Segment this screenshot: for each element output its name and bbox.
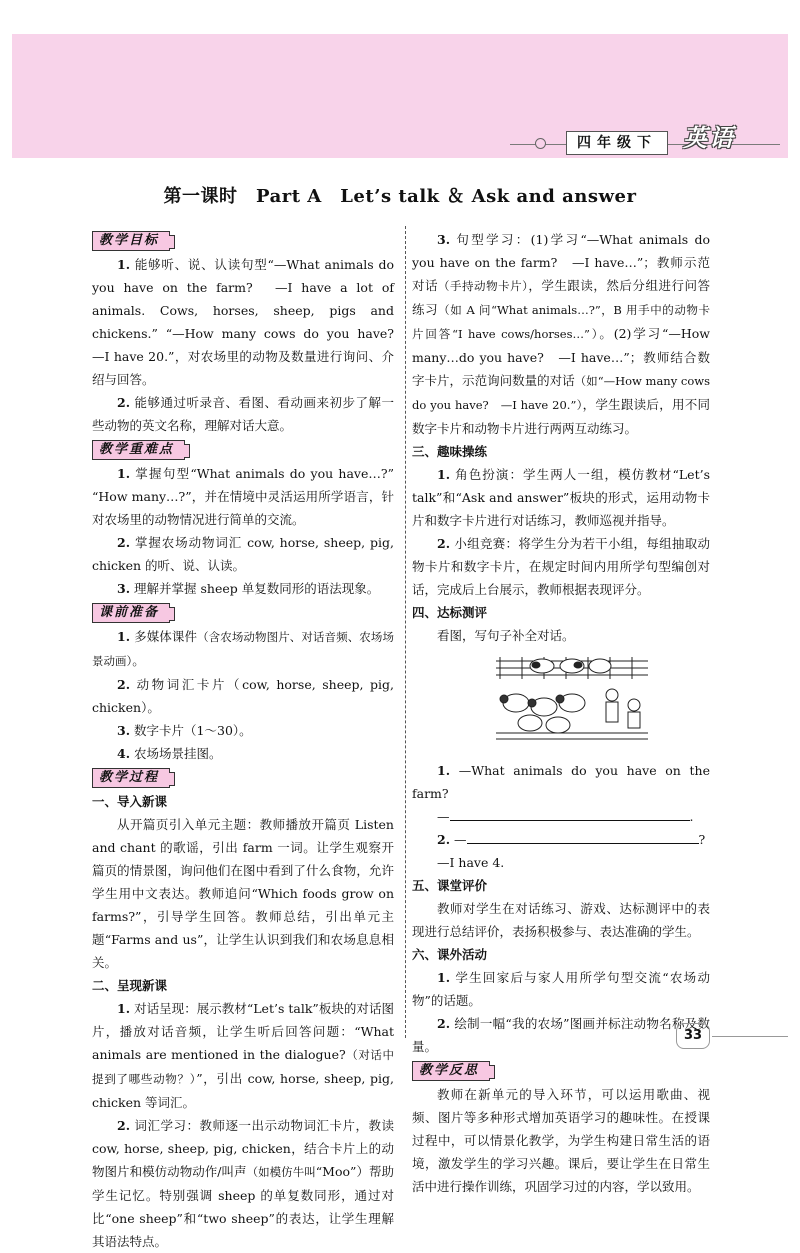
activity-2 xyxy=(412,1012,710,1058)
practice-1 xyxy=(412,463,710,532)
prep-2 xyxy=(92,673,394,719)
activity-1-text: 学生回家后与家人用所学句型交流“农场动物”的话题。 xyxy=(412,970,710,1008)
activity-2-number: 2. xyxy=(437,1016,451,1031)
key-point-1-text: 掌握句型“What animals do you have…?” “How many…?”，并在情境中灵活运用所学语言，针对农场里的动物情况进行简单的交流。 xyxy=(92,466,394,527)
prep-1-note: （含农场动物图片、对话音频、农场场景动画） xyxy=(92,630,394,668)
key-point-2 xyxy=(92,531,394,577)
activity-1-number: 1. xyxy=(437,970,451,985)
step-1-note: （对话中提到了哪些动物？） xyxy=(92,1048,395,1086)
section-tag-goals: 教学目标 xyxy=(92,231,170,251)
prep-2-text: 动物词汇卡片（cow, horse, sheep, pig, chicken）。 xyxy=(92,677,394,715)
practice-1-text: 角色扮演：学生两人一组，模仿教材“Let’s talk”和“Ask and answer”板块的形式，运用动物卡片和数字卡片进行对话练习，教师巡视并指导。 xyxy=(412,467,710,528)
step-1-number: 1. xyxy=(117,1001,131,1016)
question-2-prefix: — xyxy=(454,832,467,847)
question-2-number: 2. xyxy=(437,832,451,847)
practice-2-number: 2. xyxy=(437,536,451,551)
prep-1-end: 。 xyxy=(132,653,145,668)
step-2-text: 词汇学习：教师逐一出示动物词汇卡片，教读 cow, horse, sheep, pig, chicken，结合卡片上的动物图片和模仿动物动作/叫声 xyxy=(92,1118,394,1179)
section-heading-intro: 一、导入新课 xyxy=(92,794,168,809)
activity-2-text: 绘制一幅“我的农场”图画并标注动物名称及数量。 xyxy=(412,1016,710,1054)
section-tag-reflection: 教学反思 xyxy=(412,1061,490,1081)
prep-3-number: 3. xyxy=(117,723,131,738)
step-2-number: 2. xyxy=(117,1118,131,1133)
step-3-text-a: 句型学习：(1)学习“—What animals do you have on the farm? —I have…”；教师示范对话 xyxy=(412,232,710,293)
practice-1-number: 1. xyxy=(437,467,451,482)
children-figures xyxy=(606,689,640,728)
step-3-note-a: （手持动物卡片） xyxy=(438,279,529,293)
activity-1 xyxy=(412,966,710,1012)
new-lesson-step-1 xyxy=(92,997,394,1114)
prep-1-text: 多媒体课件 xyxy=(134,629,198,644)
prep-2-number: 2. xyxy=(117,677,131,692)
goal-1-number: 1. xyxy=(117,257,131,272)
reflection-paragraph: 教师在新单元的导入环节，可以运用歌曲、视频、图片等多种形式增加英语学习的趣味性。在授课过程中，可以情景化教学，为学生构建日常生活的语境，激发学生的学习兴趣。课后，要让学生在日常生活中进行操作训练，巩固学习过的内容，学以致用。 xyxy=(412,1087,710,1194)
prep-4 xyxy=(92,742,394,765)
key-point-3-text: 理解并掌握 sheep 单复数同形的语法现象。 xyxy=(134,581,380,596)
key-point-3-number: 3. xyxy=(117,581,131,596)
step-3-text-b: ，学生跟读，然后分组进行问答练习 xyxy=(412,278,710,317)
question-2 xyxy=(412,828,710,851)
practice-2-text: 小组竞赛：将学生分为若干小组，每组抽取动物卡片和数字卡片，在规定时间内用所学句型编创对话，完成后上台展示，教师根据表现评分。 xyxy=(412,536,710,597)
step-3-note-b: （如 A 问“What animals…?”，B 用手中的动物卡片回答“I have cows/horses…”） xyxy=(412,303,710,341)
answer-1-end: . xyxy=(689,809,694,824)
page-number-rule xyxy=(712,1036,788,1037)
question-1-text: —What animals do you have on the farm? xyxy=(412,763,710,801)
key-point-3 xyxy=(92,577,394,600)
prep-3-text: 数字卡片（1～30）。 xyxy=(134,723,252,738)
key-point-1-number: 1. xyxy=(117,466,131,481)
farm-illustration xyxy=(492,651,652,746)
step-3-text-d: ，学生跟读后，用不同数字卡片和动物卡片进行两两互动练习。 xyxy=(412,397,710,436)
sheep-figures xyxy=(500,694,585,733)
header-dot-ornament xyxy=(535,138,546,149)
goal-2-text: 能够通过听录音、看图、看动画来初步了解一些动物的英文名称，理解对话大意。 xyxy=(92,395,394,433)
section-heading-test: 四、达标测评 xyxy=(412,605,488,620)
step-3-text-c: 。(2)学习“—How many…do you have? —I have…”；教师结合数字卡片，示范询问数量的对话 xyxy=(412,326,710,388)
prep-1 xyxy=(92,625,394,673)
new-lesson-step-3 xyxy=(412,228,710,440)
evaluation-paragraph: 教师对学生在对话练习、游戏、达标测评中的表现进行总结评价，表扬积极参与、表达准确的学生。 xyxy=(412,901,710,939)
question-2-end: ? xyxy=(698,832,706,847)
key-point-2-text: 掌握农场动物词汇 cow, horse, sheep, pig, chicken 的听、说、认读。 xyxy=(92,535,394,573)
step-3-number: 3. xyxy=(437,232,451,247)
answer-1-prefix: — xyxy=(437,809,450,824)
step-2-note: （如模仿牛叫 xyxy=(246,1165,316,1179)
practice-2 xyxy=(412,532,710,601)
answer-1-blank[interactable] xyxy=(450,807,690,821)
goal-2-number: 2. xyxy=(117,395,131,410)
question-2-blank[interactable] xyxy=(467,830,699,844)
goal-1 xyxy=(92,253,407,391)
step-3-note-c: （如“—How many cows do you have? —I have 20.”） xyxy=(412,374,710,412)
prep-1-number: 1. xyxy=(117,629,131,644)
prep-4-number: 4. xyxy=(117,746,131,761)
header-banner xyxy=(12,34,788,158)
intro-paragraph: 从开篇页引入单元主题：教师播放开篇页 Listen and chant 的歌谣，引出 farm 一词。让学生观察开篇页的情景图，询问他们在图中看到了什么食物，允许学生用中文表达。教师追问“Which foods grow on farms?”，引导学生回答。教师总结，引出单元主题“Farms and us”，让学生认识到我们和农场息息相关。 xyxy=(92,817,394,970)
prep-3 xyxy=(92,719,394,742)
step-1-text: 对话呈现：展示教材“Let’s talk”板块的对话图片，播放对话音频，让学生听后回答问题：“What animals are mentioned in the dialogue? xyxy=(92,1001,394,1062)
key-point-2-number: 2. xyxy=(117,535,131,550)
goal-2 xyxy=(92,391,394,437)
key-point-1 xyxy=(92,462,394,531)
column-divider xyxy=(405,226,406,1038)
cow-figures xyxy=(530,659,611,673)
right-column xyxy=(412,228,710,1198)
test-instruction: 看图，写句子补全对话。 xyxy=(437,628,575,643)
question-2-answer: —I have 4. xyxy=(437,855,505,870)
section-tag-process: 教学过程 xyxy=(92,768,170,788)
section-tag-key-points: 教学重难点 xyxy=(92,440,185,460)
step-1-end: ”，引出 cow, horse, sheep, pig, chicken 等词汇。 xyxy=(92,1071,394,1110)
section-heading-new-lesson: 二、呈现新课 xyxy=(92,978,168,993)
question-1 xyxy=(412,759,710,805)
section-heading-activities: 六、课外活动 xyxy=(412,947,488,962)
subject-label: 英语 xyxy=(683,123,735,152)
step-2-end: “Moo”）帮助学生记忆。特别强调 sheep 的单复数同形，通过对比“one sheep”和“two sheep”的表达，让学生理解其语法特点。 xyxy=(92,1164,394,1249)
question-1-answer xyxy=(412,805,710,828)
section-heading-practice: 三、趣味操练 xyxy=(412,444,488,459)
grade-label: 四年级下 xyxy=(566,131,668,155)
prep-4-text: 农场场景挂图。 xyxy=(134,746,222,761)
question-1-number: 1. xyxy=(437,763,451,778)
page-number: 33 xyxy=(676,1023,710,1049)
section-tag-preparation: 课前准备 xyxy=(92,603,170,623)
lesson-title: 第一课时 Part A Let’s talk ＆ Ask and answer xyxy=(163,186,637,207)
section-heading-evaluation: 五、课堂评价 xyxy=(412,878,488,893)
new-lesson-step-2 xyxy=(92,1114,394,1253)
left-column xyxy=(92,228,407,1253)
goal-1-text: 能够听、说、认读句型“—What animals do you have on the farm? —I have a lot of animals. Cows, horses, sheep, pigs and chickens.” “—How many cows do you have? —I have 20.”，对农场里的动物及数量进行询问、介绍与回答。 xyxy=(92,257,407,387)
